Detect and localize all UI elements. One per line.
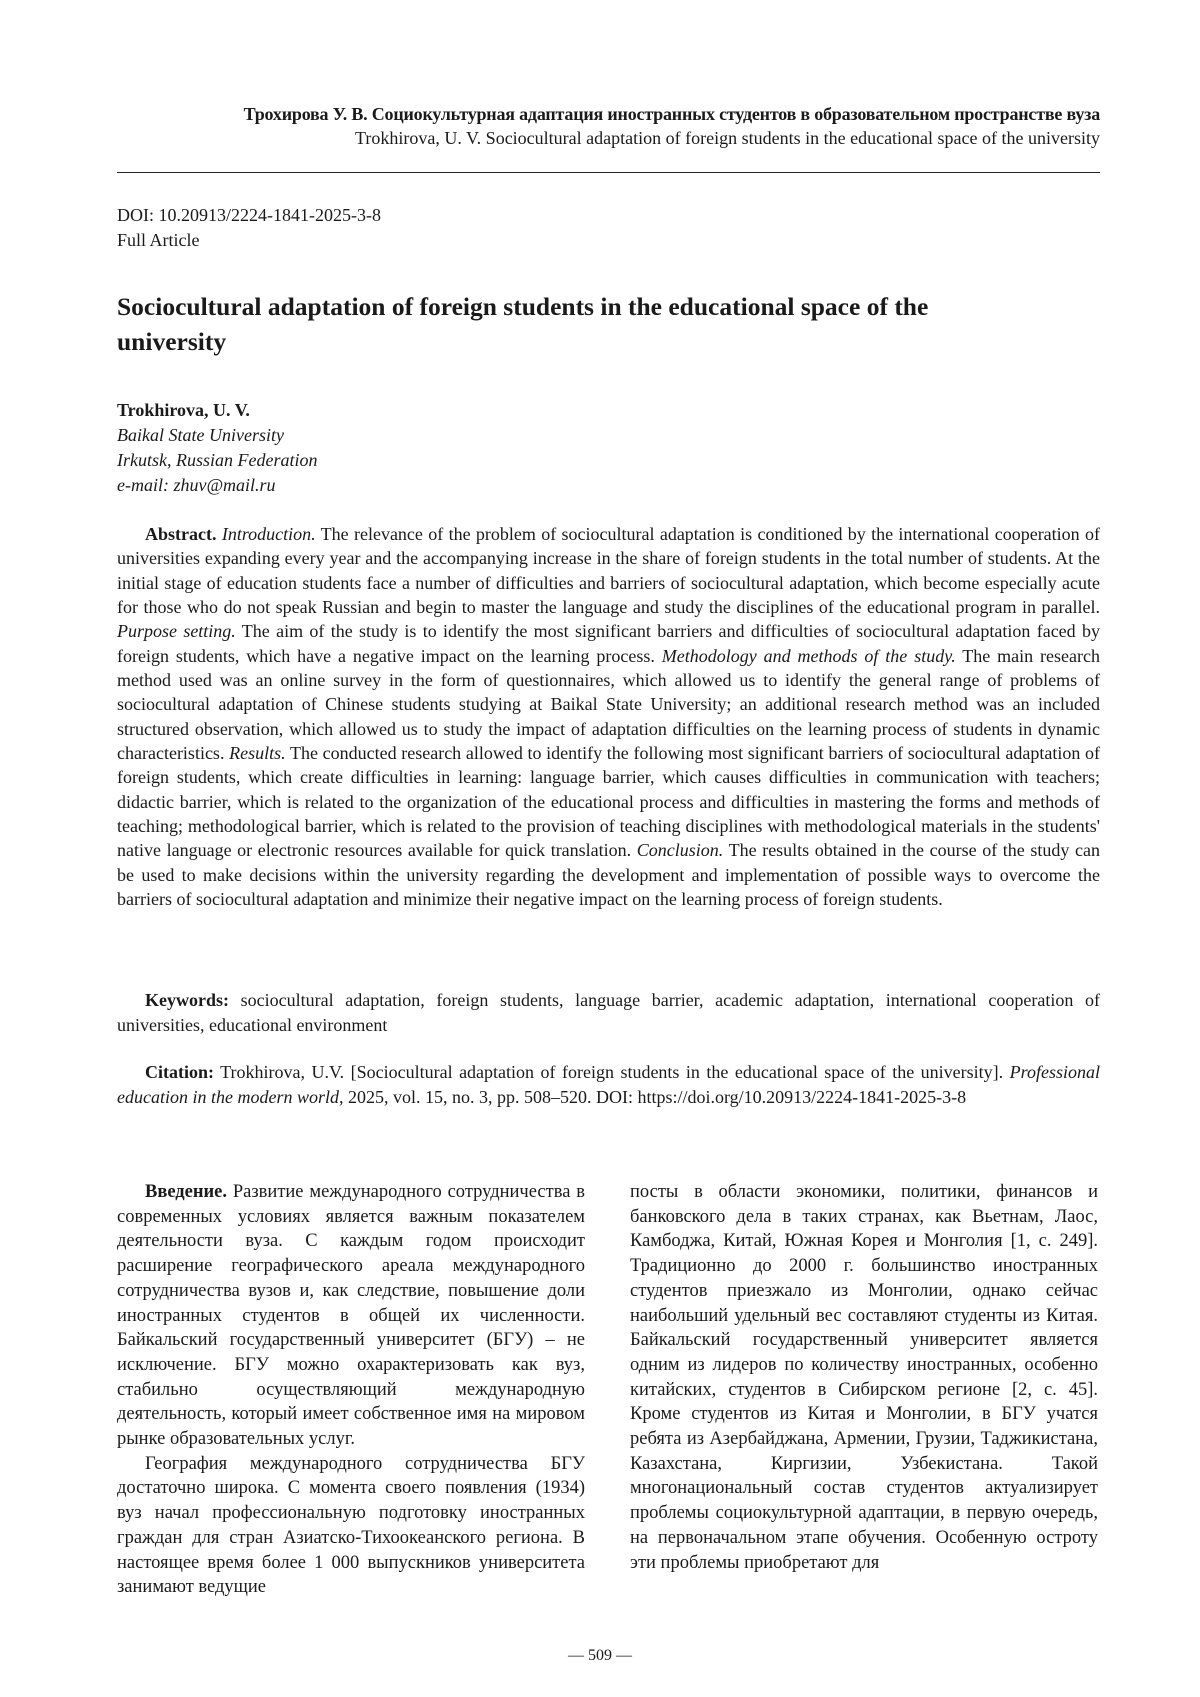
body-column-left xyxy=(117,1180,585,1600)
abstract-introduction-label: Introduction. xyxy=(222,524,316,544)
abstract-results-label: Results. xyxy=(229,743,286,763)
author-location: Irkutsk, Russian Federation xyxy=(117,448,317,473)
abstract-purpose-label: Purpose setting. xyxy=(117,621,236,641)
running-head-english: Trokhirova, U. V. Sociocultural adaptation of foreign students in the educational space of the university xyxy=(117,126,1100,151)
citation-details: 2025, vol. 15, no. 3, pp. 508–520. DOI: https://doi.org/10.20913/2224-1841-2025-3-8 xyxy=(343,1087,966,1107)
article-title: Sociocultural adaptation of foreign students in the educational space of the university xyxy=(117,289,1017,359)
keywords xyxy=(117,988,1100,1037)
citation-label: Citation: xyxy=(145,1062,214,1082)
introduction-heading: Введение. xyxy=(145,1182,227,1202)
body-column-right xyxy=(630,1180,1098,1575)
author-affiliation: Baikal State University xyxy=(117,423,317,448)
header-divider xyxy=(117,172,1100,173)
doi: DOI: 10.20913/2224-1841-2025-3-8 xyxy=(117,203,381,228)
keywords-label: Keywords: xyxy=(145,990,229,1010)
abstract-purpose-text: The aim of the study is to identify the most significant barriers and difficulties of sociocultural adaptation faced by foreign students, which have a negative impact on the learning process. xyxy=(117,621,1100,665)
running-head xyxy=(117,102,1100,151)
abstract-methods-label: Methodology and methods of the study. xyxy=(662,646,956,666)
page xyxy=(0,0,1200,1697)
citation xyxy=(117,1060,1100,1109)
body-paragraph xyxy=(117,1180,585,1452)
abstract-results-text: The conducted research allowed to identify the following most significant barriers of sociocultural adaptation of foreign students, which create difficulties in learning: language barrier, which causes difficulties in communication with teachers; didactic barrier, which is related to the organization of the educational process and difficulties in mastering the forms and methods of teaching; methodological barrier, which is related to the provision of teaching disciplines with methodological materials in the students' native language or electronic resources available for quick translation. xyxy=(117,743,1100,860)
article-type: Full Article xyxy=(117,228,381,253)
running-head-russian: Трохирова У. В. Социокультурная адаптация иностранных студентов в образовательном пространстве вуза xyxy=(117,102,1100,126)
body-paragraph: посты в области экономики, политики, финансов и банковского дела в таких странах, как Вьетнам, Лаос, Камбоджа, Китай, Южная Корея и Монголия [1, с. 249]. Традиционно до 2000 г. большинство иностранных студентов приезжало из Монголии, однако сейчас наибольший удельный вес составляют студенты из Китая. Байкальский государственный университет является одним из лидеров по количеству иностранных, особенно китайских, студентов в Сибирском регионе [2, с. 45]. Кроме студентов из Китая и Монголии, в БГУ учатся ребята из Азербайджана, Армении, Грузии, Таджикистана, Казахстана, Киргизии, Узбекистана. Такой многонациональный состав студентов актуализирует проблемы социокультурной адаптации, в первую очередь, на первоначальном этапе обучения. Особенную остроту эти проблемы приобретают для xyxy=(630,1180,1098,1575)
abstract-methods-text: The main research method used was an online survey in the form of questionnaires, which allowed us to identify the general range of problems of sociocultural adaptation of Chinese students studying at Baikal State University; an additional research method was an included structured observation, which allowed us to study the impact of adaptation difficulties on the learning process of students in dynamic characteristics. xyxy=(117,646,1100,763)
citation-journal: Professional education in the modern world, xyxy=(117,1062,1100,1107)
body-paragraph-text: Развитие международного сотрудничества в современных условиях является важным показателем деятельности вуза. С каждым годом происходит расширение географического ареала международного сотрудничества вузов и, как следствие, повышение доли иностранных студентов в общей их численности. Байкальский государственный университет (БГУ) – не исключение. БГУ можно охарактеризовать как вуз, стабильно осуществляющий международную деятельность, который имеет собственное имя на мировом рынке образовательных услуг. xyxy=(117,1182,585,1449)
author-name: Trokhirova, U. V. xyxy=(117,398,317,423)
author-email: e-mail: zhuv@mail.ru xyxy=(117,473,317,498)
abstract xyxy=(117,522,1100,912)
abstract-conclusion-label: Conclusion. xyxy=(637,840,724,860)
keywords-text: sociocultural adaptation, foreign students, language barrier, academic adaptation, international cooperation of universities, educational environment xyxy=(117,990,1100,1035)
abstract-conclusion-text: The results obtained in the course of the study can be used to make decisions within the university regarding the development and implementation of possible ways to overcome the barriers of sociocultural adaptation and minimize their negative impact on the learning process of foreign students. xyxy=(117,840,1100,909)
doi-block xyxy=(117,203,381,253)
author-block xyxy=(117,398,317,498)
citation-text: Trokhirova, U.V. [Sociocultural adaptation of foreign students in the educational space of the university]. xyxy=(214,1062,1010,1082)
abstract-label: Abstract. xyxy=(145,524,216,544)
abstract-introduction-text: The relevance of the problem of sociocultural adaptation is conditioned by the international cooperation of universities expanding every year and the accompanying increase in the share of foreign students in the total number of students. At the initial stage of education students face a number of difficulties and barriers of sociocultural adaptation, which become especially acute for those who do not speak Russian and begin to master the language and study the disciplines of the educational program in parallel. xyxy=(117,524,1100,617)
page-number: — 509 — xyxy=(0,1647,1200,1665)
body-paragraph: География международного сотрудничества БГУ достаточно широка. С момента своего появления (1934) вуз начал профессиональную подготовку иностранных граждан для стран Азиатско-Тихоокеанского региона. В настоящее время более 1 000 выпускников университета занимают ведущие xyxy=(117,1452,585,1600)
